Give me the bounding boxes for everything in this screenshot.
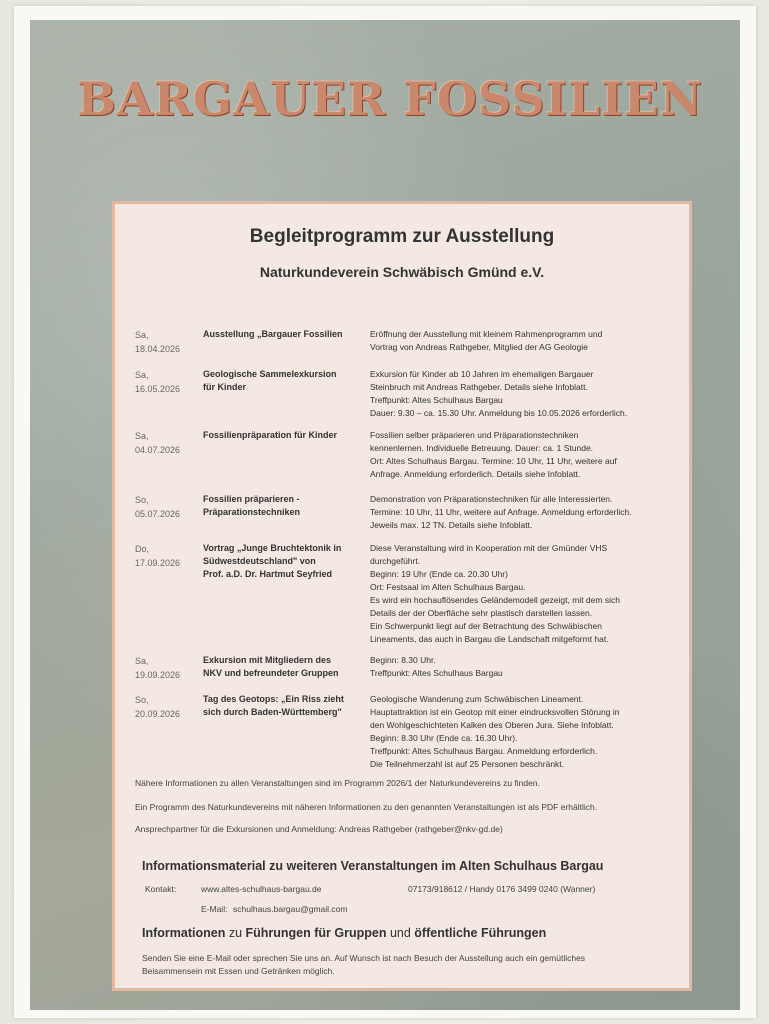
event-date-value: 16.05.2026 [135, 384, 181, 394]
contact-label: Kontakt: [145, 884, 177, 894]
event-name-line: Exkursion mit Mitgliedern des [203, 655, 332, 665]
event-description-line: Treffpunkt: Altes Schulhaus Bargau [370, 668, 503, 678]
event-date [135, 542, 195, 570]
event-name-line: Prof. a.D. Dr. Hartmut Seyfried [203, 569, 333, 579]
event-description-line: Steinbruch mit Andreas Rathgeber. Details siehe Infoblatt. [370, 382, 588, 392]
note-pdf: Ein Programm des Naturkundevereins mit näheren Informationen zu den genannten Veranstaltungen ist als PDF erhältlich. [135, 802, 598, 812]
event-description-line: Details der der Oberfläche sehr plastisch darstellen lassen. [370, 608, 593, 618]
event-name [203, 429, 363, 442]
event-description-line: Termine: 10 Uhr, 11 Uhr, weitere auf Anfrage. Anmeldung erforderlich. [370, 507, 632, 517]
event-name [203, 368, 363, 394]
event-description-line: Diese Veranstaltung wird in Kooperation mit der Gmünder VHS [370, 543, 608, 553]
event-description-line: Treffpunkt: Altes Schulhaus Bargau. Anmeldung erforderlich. [370, 746, 598, 756]
event-date [135, 493, 195, 521]
tours-heading-part2: zu [225, 926, 246, 940]
event-weekday: So, [135, 695, 149, 705]
event-description [370, 542, 688, 646]
event-name [203, 542, 363, 581]
organizer-name: Naturkundeverein Schwäbisch Gmünd e.V. [259, 264, 545, 280]
note-contact-person: Ansprechpartner für die Exkursionen und Anmeldung: Andreas Rathgeber (rathgeber@nkv-gd.de) [135, 824, 503, 834]
event-name-line: Vortrag „Junge Bruchtektonik in [203, 543, 342, 553]
event-description [370, 429, 688, 481]
event-description-line: Beginn: 8.30 Uhr (Ende ca. 16.30 Uhr). [370, 733, 518, 743]
event-name-line: Präparationstechniken [203, 507, 301, 517]
event-name-line: sich durch Baden-Württemberg" [203, 707, 342, 717]
event-description [370, 693, 688, 771]
event-description-line: Anfrage. Anmeldung erforderlich. Details siehe Infoblatt. [370, 469, 581, 479]
stone-background [30, 20, 740, 1010]
tours-heading-part3: Führungen für Gruppen [245, 926, 387, 940]
tours-heading [142, 926, 687, 940]
event-description-line: Beginn: 8.30 Uhr. [370, 655, 436, 665]
event-date-value: 18.04.2026 [135, 344, 181, 354]
event-description [370, 654, 688, 680]
event-description [370, 493, 688, 532]
phone-number: 07173/918612 / Handy 0176 3499 0240 (Wanner) [408, 884, 596, 894]
email-link[interactable]: schulhaus.bargau@gmail.com [233, 904, 348, 914]
event-description-line: den Wohlgeschichteten Kalken des Oberen Jura. Siehe Infoblatt. [370, 720, 614, 730]
event-weekday: Do, [135, 544, 150, 554]
tours-heading-part5: öffentliche Führungen [414, 926, 547, 940]
tours-text-line: Beisammensein mit Essen und Getränken möglich. [142, 966, 335, 976]
website-link[interactable]: www.altes-schulhaus-bargau.de [201, 884, 322, 894]
event-description-line: kennenlernen. Individuelle Betreuung. Dauer: ca. 1 Stunde. [370, 443, 594, 453]
event-name-line: NKV und befreundeter Gruppen [203, 668, 339, 678]
poster-title: BARGAUER FOSSILIEN [77, 72, 703, 126]
event-date [135, 693, 195, 721]
event-description-line: Es wird ein hochauflösendes Geländemodell gezeigt, mit dem sich [370, 595, 620, 605]
event-date-value: 04.07.2026 [135, 445, 181, 455]
tours-text-line: Senden Sie eine E-Mail oder sprechen Sie uns an. Auf Wunsch ist nach Besuch der Ausstellung auch ein gemütliches [142, 953, 586, 963]
event-name-line: Geologische Sammelexkursion [203, 369, 337, 379]
event-description-line: Demonstration von Präparationstechniken für alle Interessierten. [370, 494, 613, 504]
event-description-line: Beginn: 19 Uhr (Ende ca. 20.30 Uhr) [370, 569, 508, 579]
event-description [370, 328, 688, 354]
event-name-line: Ausstellung „Bargauer Fossilien [203, 329, 343, 339]
event-date [135, 328, 195, 356]
email-label: E-Mail: [201, 904, 228, 914]
event-name [203, 493, 363, 519]
info-heading: Informationsmaterial zu weiteren Veranstaltungen im Alten Schulhaus Bargau [142, 859, 604, 873]
event-weekday: Sa, [135, 370, 149, 380]
tours-heading-part4: und [386, 926, 415, 940]
event-name-line: Tag des Geotops: „Ein Riss zieht [203, 694, 344, 704]
event-description [370, 368, 688, 420]
event-weekday: Sa, [135, 656, 149, 666]
event-name [203, 328, 363, 341]
event-weekday: Sa, [135, 330, 149, 340]
event-weekday: Sa, [135, 431, 149, 441]
event-description-line: Ort: Festsaal im Alten Schulhaus Bargau. [370, 582, 526, 592]
tours-heading-part1: Informationen [142, 926, 226, 940]
poster-sheet [14, 6, 756, 1018]
program-card [112, 201, 692, 991]
program-subtitle: Begleitprogramm zur Ausstellung [249, 226, 555, 247]
event-description-line: Ein Schwerpunkt liegt auf der Betrachtung des Schwäbischen [370, 621, 602, 631]
tours-text [142, 952, 672, 978]
event-description-line: durchgeführt. [370, 556, 421, 566]
event-date [135, 654, 195, 682]
event-description-line: Die Teilnehmerzahl ist auf 25 Personen beschränkt. [370, 759, 565, 769]
event-description-line: Hauptattraktion ist ein Geotop mit einer eindrucksvollen Störung in [370, 707, 620, 717]
event-date-value: 05.07.2026 [135, 509, 181, 519]
event-date-value: 20.09.2026 [135, 709, 181, 719]
event-description-line: Eröffnung der Ausstellung mit kleinem Rahmenprogramm und [370, 329, 603, 339]
event-description-line: Jeweils max. 12 TN. Details siehe Infoblatt. [370, 520, 533, 530]
event-description-line: Fossilien selber präparieren und Präparationstechniken [370, 430, 579, 440]
event-date-value: 19.09.2026 [135, 670, 181, 680]
event-name-line: Südwestdeutschland" von [203, 556, 316, 566]
note-program: Nähere Informationen zu allen Veranstaltungen sind im Programm 2026/1 der Naturkundevereins zu finden. [135, 778, 540, 788]
event-description-line: Dauer: 9.30 – ca. 15.30 Uhr. Anmeldung bis 10.05.2026 erforderlich. [370, 408, 628, 418]
event-weekday: So, [135, 495, 149, 505]
event-date [135, 368, 195, 396]
event-description-line: Exkursion für Kinder ab 10 Jahren im ehemaligen Bargauer [370, 369, 594, 379]
event-name [203, 693, 363, 719]
event-description-line: Ort: Altes Schulhaus Bargau. Termine: 10 Uhr, 11 Uhr, weitere auf [370, 456, 617, 466]
event-description-line: Treffpunkt: Altes Schulhaus Bargau [370, 395, 503, 405]
event-name [203, 654, 363, 680]
event-name-line: Fossilien präparieren - [203, 494, 300, 504]
event-name-line: für Kinder [203, 382, 247, 392]
event-description-line: Lineaments, das auch in Bargau die Landschaft mitgeformt hat. [370, 634, 609, 644]
event-name-line: Fossilienpräparation für Kinder [203, 430, 338, 440]
event-description-line: Geologische Wanderung zum Schwäbischen Lineament. [370, 694, 584, 704]
event-description-line: Vortrag von Andreas Rathgeber, Mitglied der AG Geologie [370, 342, 588, 352]
event-date-value: 17.09.2026 [135, 558, 181, 568]
event-date [135, 429, 195, 457]
